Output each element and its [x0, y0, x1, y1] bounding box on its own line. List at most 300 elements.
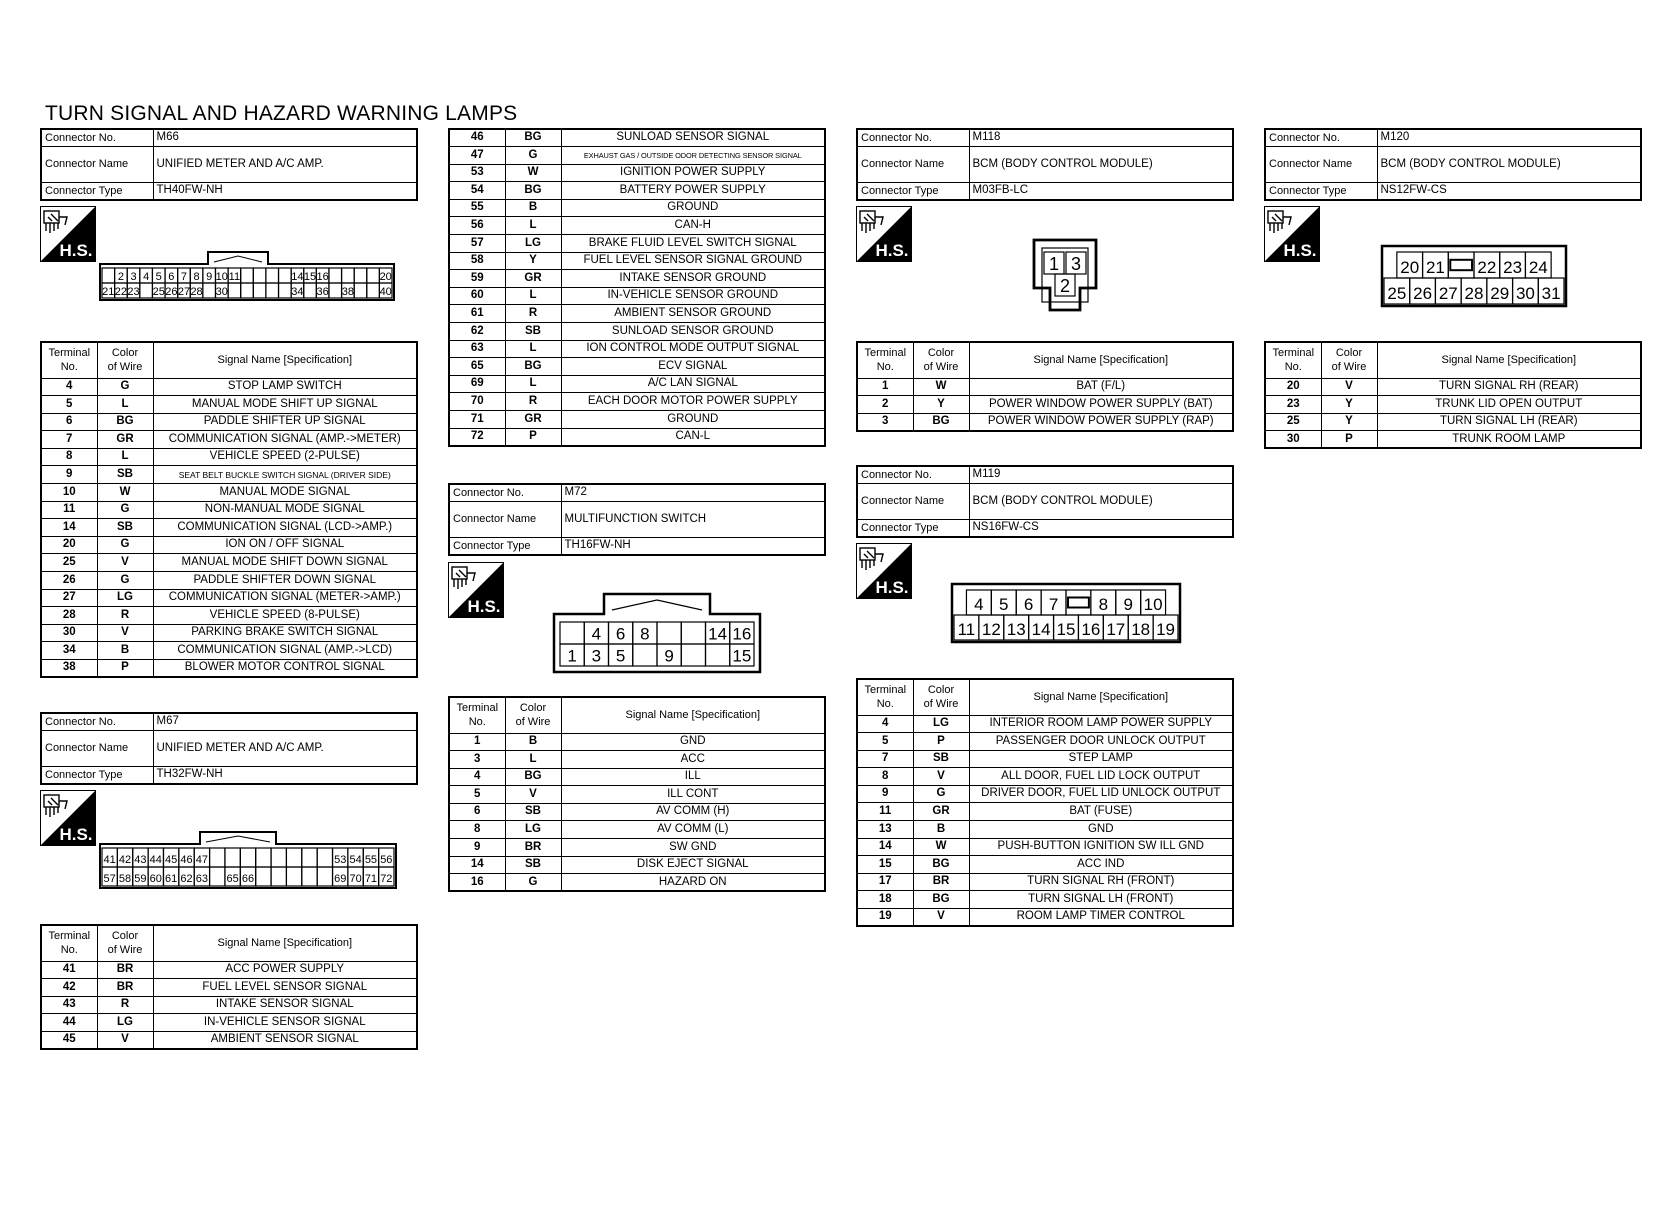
- wire-color-cell: L: [97, 448, 153, 466]
- color-of-wire-header: Color of Wire: [97, 925, 153, 961]
- pin-label: 43: [134, 854, 147, 867]
- signal-name-cell: AV COMM (L): [561, 821, 825, 839]
- signal-name-cell: ALL DOOR, FUEL LID LOCK OUTPUT: [969, 768, 1233, 786]
- harness-side-icon: [40, 206, 96, 262]
- connector-name-label: Connector Name: [41, 731, 153, 767]
- wire-color-cell: V: [97, 1031, 153, 1049]
- pin-label: 69: [334, 873, 347, 886]
- terminal-no-cell: 15: [857, 856, 913, 874]
- terminal-no-cell: 23: [1265, 396, 1321, 414]
- connector-info: [448, 483, 826, 556]
- wire-color-cell: L: [505, 375, 561, 393]
- pin-cell: [302, 867, 317, 886]
- terminal-no-cell: 3: [449, 751, 505, 769]
- signal-name-cell: BATTERY POWER SUPPLY: [561, 182, 825, 200]
- signal-name-cell: IGNITION POWER SUPPLY: [561, 164, 825, 182]
- pin-label: 72: [380, 873, 393, 886]
- pin-cell: [706, 644, 730, 666]
- pin-cell: [241, 268, 254, 283]
- signal-name-cell: VEHICLE SPEED (8-PULSE): [153, 607, 417, 625]
- pin-cell: [241, 283, 254, 298]
- pin-cell: [286, 867, 301, 886]
- connector-type-value: TH32FW-NH: [153, 767, 417, 785]
- pin-cell: [240, 848, 255, 867]
- connector-type-value: TH40FW-NH: [153, 183, 417, 201]
- pin-label: 9: [1123, 595, 1133, 614]
- m67-connector-diagram: [98, 830, 398, 890]
- wire-color-cell: P: [913, 733, 969, 751]
- terminal-no-cell: 1: [449, 733, 505, 751]
- signal-name-cell: FUEL LEVEL SENSOR SIGNAL GROUND: [561, 252, 825, 270]
- signal-name-cell: VEHICLE SPEED (2-PULSE): [153, 448, 417, 466]
- terminal-no-header: Terminal No.: [41, 342, 97, 378]
- pin-cell: [253, 283, 266, 298]
- connector-no-value: M72: [561, 484, 825, 502]
- connector-no-label: Connector No.: [857, 466, 969, 484]
- table-row: [449, 217, 825, 235]
- terminal-no-cell: 14: [449, 856, 505, 874]
- wire-color-cell: L: [505, 751, 561, 769]
- signal-name-cell: TRUNK ROOM LAMP: [1377, 431, 1641, 449]
- pin-label: 16: [316, 271, 329, 283]
- terminal-no-cell: 41: [41, 961, 97, 979]
- wire-color-cell: BR: [505, 839, 561, 857]
- terminal-no-cell: 20: [1265, 378, 1321, 396]
- signal-name-cell: BAT (FUSE): [969, 803, 1233, 821]
- terminal-no-cell: 28: [41, 607, 97, 625]
- pin-label: 28: [190, 286, 203, 298]
- wire-color-cell: B: [913, 821, 969, 839]
- terminal-no-cell: 1: [857, 378, 913, 396]
- signal-name-cell: FUEL LEVEL SENSOR SIGNAL: [153, 979, 417, 997]
- pin-label: 26: [1413, 283, 1433, 303]
- wire-color-cell: Y: [505, 252, 561, 270]
- m118-info-table: [856, 128, 1234, 201]
- connector-info: [40, 128, 418, 201]
- pin-label: 30: [215, 286, 228, 298]
- table-row: [449, 129, 825, 147]
- pin-cell: [140, 283, 153, 298]
- pin-label: 3: [1070, 254, 1082, 274]
- pin-cell: [228, 283, 241, 298]
- m72-signal-table: [448, 696, 826, 892]
- pin-cell: [329, 283, 342, 298]
- table-row: [41, 660, 417, 678]
- terminal-no-cell: 9: [857, 785, 913, 803]
- table-row: [449, 323, 825, 341]
- m119-connector-diagram: [950, 582, 1182, 644]
- table-row: [41, 519, 417, 537]
- table-row: [41, 413, 417, 431]
- hs-label: H.S.: [1283, 241, 1317, 260]
- table-row: [41, 572, 417, 590]
- signal-name-cell: INTERIOR ROOM LAMP POWER SUPPLY: [969, 715, 1233, 733]
- wire-color-cell: P: [1321, 431, 1377, 449]
- wire-color-cell: SB: [505, 803, 561, 821]
- table-row: [41, 448, 417, 466]
- pin-cell: [302, 848, 317, 867]
- signal-name-cell: ILL CONT: [561, 786, 825, 804]
- signal-name-cell: COMMUNICATION SIGNAL (AMP.->LCD): [153, 642, 417, 660]
- terminal-no-cell: 26: [41, 572, 97, 590]
- signal-name-cell: BRAKE FLUID LEVEL SWITCH SIGNAL: [561, 235, 825, 253]
- wire-color-cell: G: [97, 572, 153, 590]
- table-row: [449, 839, 825, 857]
- signal-name-cell: CAN-H: [561, 217, 825, 235]
- table-row: [857, 785, 1233, 803]
- harness-side-icon: [448, 562, 504, 618]
- signal-name-cell: SUNLOAD SENSOR SIGNAL: [561, 129, 825, 147]
- pin-label: 29: [1490, 283, 1510, 303]
- wire-color-cell: LG: [505, 821, 561, 839]
- table-row: [41, 396, 417, 414]
- table-row: [449, 786, 825, 804]
- wire-color-cell: G: [97, 378, 153, 396]
- wire-color-cell: GR: [505, 270, 561, 288]
- wire-color-cell: B: [505, 733, 561, 751]
- pin-label: 3: [130, 271, 137, 283]
- terminal-no-cell: 47: [449, 147, 505, 165]
- signal-name-cell: SW GND: [561, 839, 825, 857]
- terminal-no-cell: 71: [449, 411, 505, 429]
- terminal-no-cell: 53: [449, 164, 505, 182]
- pin-cell: [102, 268, 115, 283]
- terminal-no-cell: 61: [449, 305, 505, 323]
- pin-cell: [256, 848, 271, 867]
- terminal-no-cell: 59: [449, 270, 505, 288]
- terminal-no-cell: 5: [41, 396, 97, 414]
- signal-name-cell: GROUND: [561, 411, 825, 429]
- signal-name-cell: COMMUNICATION SIGNAL (METER->AMP.): [153, 589, 417, 607]
- terminal-no-cell: 43: [41, 996, 97, 1014]
- pin-label: 60: [149, 873, 162, 886]
- pin-label: 16: [732, 624, 752, 644]
- connector-info: [40, 712, 418, 785]
- pin-cell: [271, 867, 286, 886]
- pin-label: 3: [591, 646, 602, 666]
- connector-name-label: Connector Name: [857, 147, 969, 183]
- pin-label: 34: [291, 286, 304, 298]
- pin-label: 20: [1400, 257, 1420, 277]
- signal-name-cell: ROOM LAMP TIMER CONTROL: [969, 909, 1233, 927]
- m72-connector-diagram: [552, 588, 762, 674]
- wire-color-cell: BG: [913, 413, 969, 431]
- table-row: [41, 607, 417, 625]
- wire-color-cell: GR: [505, 411, 561, 429]
- wire-color-cell: SB: [505, 856, 561, 874]
- pin-label: 55: [364, 854, 378, 867]
- connector-no-value: M66: [153, 129, 417, 147]
- table-row: [41, 1014, 417, 1032]
- wire-color-cell: BG: [97, 413, 153, 431]
- connector-name-value: MULTIFUNCTION SWITCH: [561, 502, 825, 538]
- table-row: [857, 768, 1233, 786]
- table-row: [449, 358, 825, 376]
- signal-name-cell: STEP LAMP: [969, 750, 1233, 768]
- wire-color-cell: B: [97, 642, 153, 660]
- pin-label: 53: [334, 854, 347, 867]
- pin-label: 63: [195, 873, 209, 886]
- terminal-no-cell: 13: [857, 821, 913, 839]
- wire-color-cell: G: [97, 501, 153, 519]
- table-row: [449, 147, 825, 165]
- pin-label: 41: [103, 854, 116, 867]
- m72-info-table: [448, 483, 826, 556]
- table-row: [41, 642, 417, 660]
- harness-side-icon: [40, 790, 96, 846]
- pin-cell: [657, 622, 681, 644]
- terminal-no-cell: 7: [41, 431, 97, 449]
- table-row: [857, 891, 1233, 909]
- pin-label: 26: [165, 286, 178, 298]
- table-row: [857, 909, 1233, 927]
- connector-type-label: Connector Type: [449, 538, 561, 556]
- wire-color-cell: P: [505, 428, 561, 446]
- wire-color-cell: SB: [913, 750, 969, 768]
- table-row: [41, 589, 417, 607]
- signal-name-cell: ECV SIGNAL: [561, 358, 825, 376]
- signal-name-cell: POWER WINDOW POWER SUPPLY (RAP): [969, 413, 1233, 431]
- table-row: [41, 501, 417, 519]
- pin-label: 12: [981, 620, 1001, 639]
- pin-label: 6: [1023, 595, 1034, 614]
- wire-color-cell: SB: [97, 466, 153, 484]
- connector-no-value: M118: [969, 129, 1233, 147]
- wire-color-cell: G: [505, 147, 561, 165]
- terminal-no-cell: 8: [41, 448, 97, 466]
- pin-label: 4: [974, 595, 984, 614]
- m120-signal-table: [1264, 341, 1642, 449]
- table-row: [1265, 431, 1641, 449]
- connector-type-value: TH16FW-NH: [561, 538, 825, 556]
- signal-name-cell: IN-VEHICLE SENSOR GROUND: [561, 287, 825, 305]
- terminal-no-header: Terminal No.: [857, 679, 913, 715]
- pin-label: 15: [303, 271, 317, 283]
- signal-name-cell: ACC: [561, 751, 825, 769]
- m66-info-table: [40, 128, 418, 201]
- signal-name-cell: GROUND: [561, 199, 825, 217]
- signal-name-cell: DISK EJECT SIGNAL: [561, 856, 825, 874]
- table-row: [1265, 413, 1641, 431]
- pin-label: 70: [349, 873, 362, 886]
- signal-name-cell: INTAKE SENSOR GROUND: [561, 270, 825, 288]
- connector-type-label: Connector Type: [41, 183, 153, 201]
- pin-label: 8: [1098, 595, 1109, 614]
- terminal-no-cell: 30: [1265, 431, 1321, 449]
- connector-no-value: M120: [1377, 129, 1641, 147]
- pin-cell: [367, 268, 380, 283]
- connector-name-label: Connector Name: [1265, 147, 1377, 183]
- signal-name-cell: IN-VEHICLE SENSOR SIGNAL: [153, 1014, 417, 1032]
- pin-label: 46: [180, 854, 193, 867]
- pin-label: 13: [1006, 620, 1026, 639]
- color-of-wire-header: Color of Wire: [97, 342, 153, 378]
- terminal-no-cell: 25: [1265, 413, 1321, 431]
- pin-label: 16: [1081, 620, 1101, 639]
- signal-name-cell: EACH DOOR MOTOR POWER SUPPLY: [561, 393, 825, 411]
- signal-name-cell: TURN SIGNAL LH (REAR): [1377, 413, 1641, 431]
- hs-label: H.S.: [875, 241, 909, 260]
- pin-label: 27: [177, 286, 191, 298]
- terminal-no-cell: 56: [449, 217, 505, 235]
- signal-name-cell: HAZARD ON: [561, 874, 825, 892]
- pin-label: 21: [102, 286, 115, 298]
- pin-cell: [266, 268, 279, 283]
- connector-name-label: Connector Name: [857, 484, 969, 520]
- terminal-no-cell: 45: [41, 1031, 97, 1049]
- terminal-no-cell: 69: [449, 375, 505, 393]
- pin-label: 11: [957, 620, 976, 639]
- terminal-no-cell: 25: [41, 554, 97, 572]
- signal-name-cell: AV COMM (H): [561, 803, 825, 821]
- pin-label: 14: [1031, 620, 1051, 639]
- table-row: [449, 874, 825, 892]
- pin-label: 9: [664, 646, 674, 666]
- table-row: [449, 252, 825, 270]
- signal-table: [856, 341, 1234, 432]
- color-of-wire-header: Color of Wire: [913, 342, 969, 378]
- harness-side-icon: [856, 206, 912, 262]
- terminal-no-cell: 58: [449, 252, 505, 270]
- wire-color-cell: B: [505, 199, 561, 217]
- table-row: [449, 287, 825, 305]
- signal-name-cell: AMBIENT SENSOR SIGNAL: [153, 1031, 417, 1049]
- table-row: [41, 536, 417, 554]
- wire-color-cell: SB: [97, 519, 153, 537]
- wire-color-cell: LG: [913, 715, 969, 733]
- pin-label: 19: [1156, 620, 1176, 639]
- signal-name-cell: GND: [561, 733, 825, 751]
- signal-name-cell: EXHAUST GAS / OUTSIDE ODOR DETECTING SENSOR SIGNAL: [561, 147, 825, 165]
- pin-cell: [1448, 252, 1474, 278]
- terminal-no-cell: 19: [857, 909, 913, 927]
- connector-name-label: Connector Name: [41, 147, 153, 183]
- table-row: [449, 182, 825, 200]
- pin-label: 7: [180, 271, 188, 283]
- pin-label: 61: [165, 873, 178, 886]
- connector-no-label: Connector No.: [41, 713, 153, 731]
- terminal-no-cell: 8: [449, 821, 505, 839]
- wire-color-cell: GR: [913, 803, 969, 821]
- wire-color-cell: GR: [97, 431, 153, 449]
- signal-table: [40, 924, 418, 1050]
- pin-label: 2: [1059, 276, 1071, 296]
- wire-color-cell: LG: [505, 235, 561, 253]
- wire-color-cell: L: [505, 217, 561, 235]
- terminal-no-cell: 14: [41, 519, 97, 537]
- table-row: [41, 996, 417, 1014]
- pin-label: 6: [615, 624, 626, 644]
- pin-label: 42: [118, 854, 132, 867]
- wire-color-cell: R: [97, 996, 153, 1014]
- connector-type-value: M03FB-LC: [969, 183, 1233, 201]
- wire-color-cell: W: [913, 378, 969, 396]
- connector-type-value: NS16FW-CS: [969, 520, 1233, 538]
- pin-label: 10: [1143, 595, 1163, 614]
- terminal-no-cell: 57: [449, 235, 505, 253]
- table-row: [41, 484, 417, 502]
- connector-type-value: NS12FW-CS: [1377, 183, 1641, 201]
- pin-cell: [203, 283, 216, 298]
- signal-name-cell: TURN SIGNAL LH (FRONT): [969, 891, 1233, 909]
- pin-cell: [271, 848, 286, 867]
- wire-color-cell: Y: [1321, 413, 1377, 431]
- table-row: [449, 164, 825, 182]
- terminal-no-cell: 3: [857, 413, 913, 431]
- signal-name-cell: TURN SIGNAL RH (FRONT): [969, 873, 1233, 891]
- connector-type-label: Connector Type: [857, 183, 969, 201]
- terminal-no-cell: 14: [857, 838, 913, 856]
- pin-label: 1: [567, 646, 577, 666]
- pin-label: 44: [149, 854, 162, 867]
- terminal-no-cell: 18: [857, 891, 913, 909]
- m67-info-table: [40, 712, 418, 785]
- signal-name-cell: DRIVER DOOR, FUEL LID UNLOCK OUTPUT: [969, 785, 1233, 803]
- signal-name-cell: TRUNK LID OPEN OUTPUT: [1377, 396, 1641, 414]
- table-row: [449, 235, 825, 253]
- pin-cell: [256, 867, 271, 886]
- connector-name-value: BCM (BODY CONTROL MODULE): [969, 484, 1233, 520]
- m118-connector-diagram: [1032, 238, 1098, 312]
- signal-name-cell: COMMUNICATION SIGNAL (LCD->AMP.): [153, 519, 417, 537]
- pin-label: 24: [1528, 257, 1548, 277]
- color-of-wire-header: Color of Wire: [1321, 342, 1377, 378]
- terminal-no-cell: 11: [41, 501, 97, 519]
- terminal-no-cell: 38: [41, 660, 97, 678]
- table-row: [41, 979, 417, 997]
- wire-color-cell: W: [97, 484, 153, 502]
- pin-label: 57: [103, 873, 116, 886]
- pin-cell: [279, 268, 292, 283]
- terminal-no-cell: 4: [41, 378, 97, 396]
- table-row: [449, 768, 825, 786]
- signal-name-cell: MANUAL MODE SHIFT UP SIGNAL: [153, 396, 417, 414]
- wire-color-cell: G: [505, 874, 561, 892]
- table-row: [41, 431, 417, 449]
- wire-color-cell: R: [505, 305, 561, 323]
- wire-color-cell: R: [505, 393, 561, 411]
- signal-name-cell: CAN-L: [561, 428, 825, 446]
- table-row: [449, 428, 825, 446]
- signal-name-cell: SEAT BELT BUCKLE SWITCH SIGNAL (DRIVER SIDE): [153, 466, 417, 484]
- terminal-no-cell: 16: [449, 874, 505, 892]
- color-of-wire-header: Color of Wire: [913, 679, 969, 715]
- table-row: [449, 375, 825, 393]
- connector-name-value: BCM (BODY CONTROL MODULE): [969, 147, 1233, 183]
- pin-cell: [681, 622, 705, 644]
- pin-cell: [253, 268, 266, 283]
- terminal-no-cell: 34: [41, 642, 97, 660]
- signal-name-cell: PASSENGER DOOR UNLOCK OUTPUT: [969, 733, 1233, 751]
- terminal-no-cell: 72: [449, 428, 505, 446]
- terminal-no-header: Terminal No.: [41, 925, 97, 961]
- connector-info: [1264, 128, 1642, 201]
- pin-label: 23: [127, 286, 140, 298]
- pin-label: 47: [195, 854, 209, 867]
- terminal-no-cell: 4: [449, 768, 505, 786]
- signal-table: [448, 696, 826, 892]
- terminal-no-cell: 9: [449, 839, 505, 857]
- pin-cell: [354, 283, 367, 298]
- signal-name-cell: AMBIENT SENSOR GROUND: [561, 305, 825, 323]
- table-row: [857, 803, 1233, 821]
- wire-color-cell: BG: [505, 182, 561, 200]
- signal-name-cell: MANUAL MODE SIGNAL: [153, 484, 417, 502]
- pin-cell: [317, 867, 332, 886]
- terminal-no-cell: 6: [449, 803, 505, 821]
- connector-info: [856, 465, 1234, 538]
- hs-label: H.S.: [59, 825, 93, 844]
